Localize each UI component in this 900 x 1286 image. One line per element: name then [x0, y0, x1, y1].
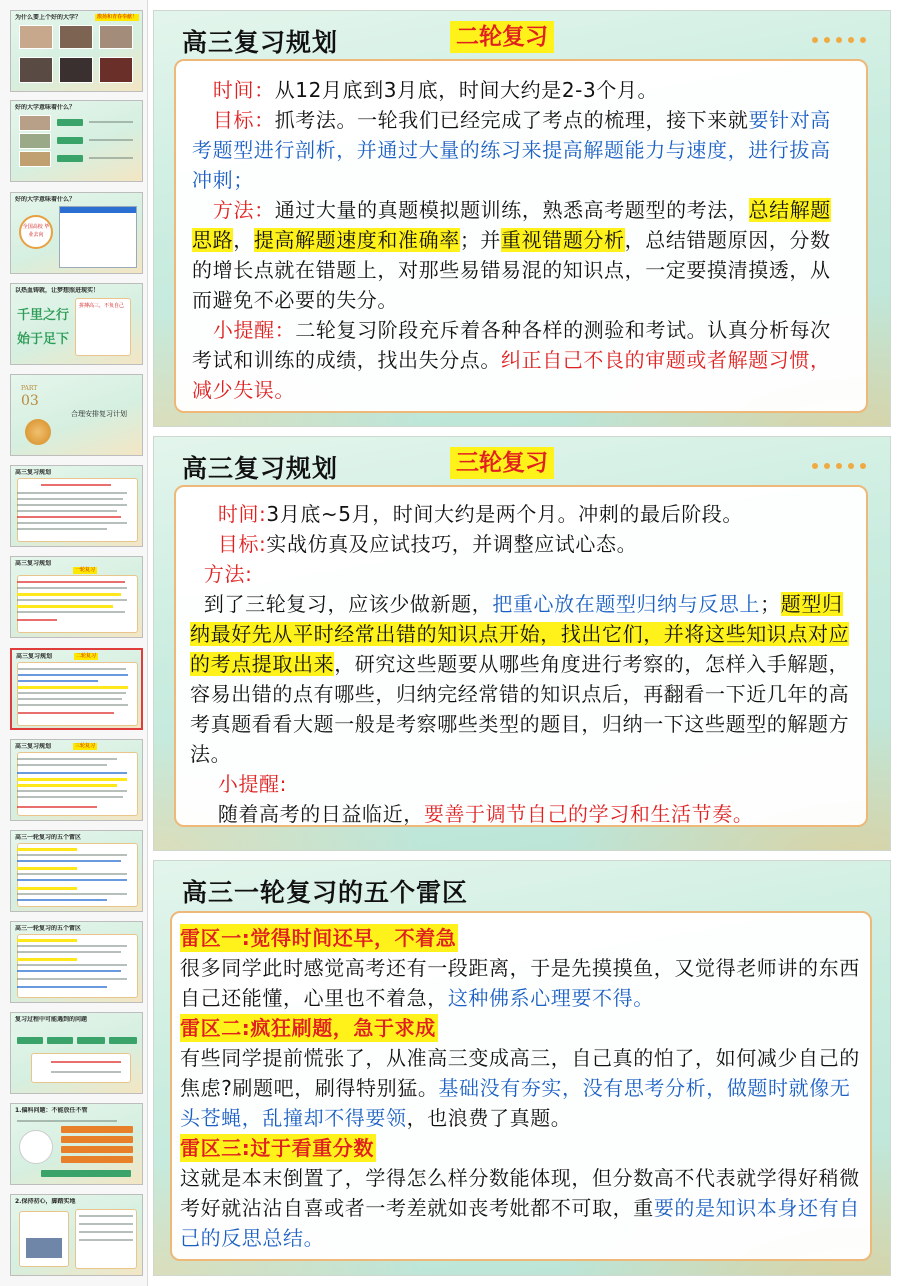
- tip-paragraph: [192, 315, 850, 405]
- text-line: [89, 139, 133, 141]
- time-text: 从12月底到3月底，时间大约是2-3个月。: [274, 78, 659, 102]
- thumbnail-5[interactable]: [10, 374, 143, 456]
- thumbnail-9[interactable]: [10, 739, 143, 821]
- method-blue: 把重心放在题型归纳与反思上: [492, 592, 761, 616]
- text-line: [17, 498, 123, 500]
- text-line: [17, 504, 127, 506]
- method-text: 通过大量的真题模拟题训练，熟悉高考题型的考法，: [274, 198, 749, 222]
- thumbnail-title: 2.保持初心，脚踏实地: [15, 1198, 76, 1205]
- text-line: [17, 867, 77, 870]
- text-line: [17, 510, 117, 512]
- thumb-label-bar: [61, 1146, 133, 1153]
- text-line: [17, 778, 127, 781]
- thumbnail-title: 好的大学意味着什么？: [15, 104, 76, 111]
- text-line: [17, 986, 107, 988]
- pitfall-2-paragraph: [180, 1043, 862, 1133]
- text-line: [17, 899, 107, 901]
- thumbnail-14[interactable]: [10, 1194, 143, 1276]
- text-line: [17, 951, 121, 953]
- text-line: [17, 611, 125, 613]
- method-separator: ，: [233, 228, 254, 252]
- text-line: [17, 873, 127, 875]
- thumb-panel: 拼搏高三，不负自己: [75, 298, 131, 356]
- goal-paragraph: [190, 529, 852, 559]
- text-line: [17, 796, 123, 798]
- thumb-label-bar: [57, 119, 83, 126]
- thumb-panel: [17, 843, 138, 907]
- thumb-part-number: 03: [21, 393, 39, 409]
- tip-label: 小提醒：: [212, 318, 296, 342]
- tip-highlight: 纠正自己不良的审题或者解题习惯，减少失误。: [192, 348, 831, 402]
- text-line: [17, 605, 113, 608]
- tip-paragraph: [190, 799, 852, 829]
- method-label: 方法：: [212, 198, 275, 222]
- goal-text: 抓考法。一轮我们已经完成了考点的梳理，接下来就: [274, 108, 749, 132]
- thumb-part-label: PART: [21, 385, 38, 392]
- text-line: [18, 698, 122, 700]
- text-line: [17, 764, 107, 766]
- text-line: [17, 939, 77, 942]
- method-separator: ；并: [459, 228, 502, 252]
- thumbnail-title: 高三复习规划: [15, 560, 52, 567]
- thumb-label-bar: [61, 1156, 133, 1163]
- text-line: [17, 945, 127, 947]
- tip-label-line: [190, 769, 852, 799]
- text-line: [17, 1120, 117, 1122]
- thumbnail-12[interactable]: [10, 1012, 143, 1094]
- thumbnail-7[interactable]: [10, 556, 143, 638]
- thumb-label-bar: [57, 137, 83, 144]
- text-line: [89, 121, 133, 123]
- text-line: [17, 593, 121, 596]
- method-highlight: 题型归纳最好先从平时经常出错的知识点开始，找出它们，并将这些知识点对应的考点提取出来: [190, 592, 850, 676]
- text-line: [17, 581, 125, 583]
- goal-label: 目标:: [217, 532, 267, 556]
- photo-image: [99, 57, 133, 83]
- thumbnail-4[interactable]: [10, 283, 143, 365]
- photo-image: [99, 25, 133, 49]
- tip-text: 二轮复习阶段充斥着各种各样的测验和考试。认真分析每次考试和训练的成绩，找出失分点。: [192, 318, 831, 372]
- table-header: [60, 207, 136, 213]
- method-paragraph: [190, 589, 852, 769]
- text-line: [17, 887, 77, 890]
- time-text: 3月底~5月，时间大约是两个月。冲刺的最后阶段。: [266, 502, 743, 526]
- goal-paragraph: [192, 105, 850, 195]
- tip-label: 小提醒:: [217, 772, 287, 796]
- thumb-label-bar: [41, 1170, 131, 1177]
- slide-title: 高三复习规划: [182, 28, 339, 57]
- slide-five-pitfalls[interactable]: [153, 860, 891, 1276]
- pitfall-1-text: 很多同学此时感觉高考还有一段距离，于是先摸摸鱼，又觉得老师讲的东西自己还能懂，心里也不着急，: [180, 956, 860, 1010]
- text-line: [17, 806, 97, 808]
- thumbnail-title: 高三复习规划: [16, 653, 53, 660]
- text-line: [17, 492, 127, 494]
- pitfall-1-highlight: 这种佛系心理要不得。: [447, 986, 654, 1010]
- text-line: [17, 893, 127, 895]
- thumbnail-title: 好的大学意味着什么？: [15, 196, 76, 203]
- decorative-dots-icon: [812, 37, 866, 43]
- text-line: [17, 970, 121, 972]
- method-highlight-3: 重视错题分析: [501, 228, 625, 252]
- thumb-big-text: 千里之行: [17, 308, 70, 323]
- text-line: [17, 784, 117, 787]
- photo-image: [59, 57, 93, 83]
- text-line: [17, 958, 77, 961]
- thumb-big-text: 始于足下: [17, 332, 70, 347]
- tip-highlight: 要善于调节自己的学习和生活节奏。: [423, 802, 754, 826]
- photo-image: [25, 1237, 63, 1259]
- text-line: [17, 978, 127, 980]
- goal-text: 实战仿真及应试技巧，并调整应试心态。: [266, 532, 638, 556]
- text-line: [17, 964, 127, 966]
- thumb-section-title: 合理安排复习计划: [71, 410, 127, 418]
- content-panel: [174, 485, 868, 827]
- text-line: [17, 854, 127, 856]
- method-label: 方法:: [203, 562, 253, 586]
- thumbnail-13[interactable]: [10, 1103, 143, 1185]
- content-panel: [174, 59, 868, 413]
- round-tag: 二轮复习: [450, 21, 554, 53]
- text-line: [51, 1071, 121, 1073]
- pitfall-1-label: 雷区一:觉得时间还早，不着急: [180, 926, 457, 950]
- text-line: [18, 680, 98, 682]
- text-line: [79, 1239, 133, 1241]
- slide-title: 高三复习规划: [182, 454, 339, 483]
- pitfall-3-text: 这就是本末倒置了，学得怎么样分数能体现，但分数高不代表就学得好稍微考好就沾沾自喜或者一考差就如丧考妣都不可取，重: [180, 1166, 860, 1220]
- thumbnail-title: 复习过程中可能遇到的问题: [15, 1016, 88, 1023]
- thumbnail-1[interactable]: [10, 10, 143, 92]
- panel-body: [190, 499, 852, 829]
- thumbnail-badge: 一轮复习: [75, 567, 96, 573]
- decorative-dots-icon: [812, 463, 866, 469]
- method-highlight-1: 总结解题思路: [192, 198, 831, 252]
- thumbnail-title: 高三复习规划: [15, 743, 52, 750]
- thumb-panel: [31, 1053, 131, 1083]
- text-line: [17, 516, 121, 518]
- text-line: [17, 758, 117, 760]
- time-label: 时间：: [212, 78, 275, 102]
- thumb-label-bar: [17, 1037, 43, 1044]
- pitfall-2-rest: ，也浪费了真题。: [406, 1106, 572, 1130]
- thumbnail-11[interactable]: [10, 921, 143, 1003]
- text-line: [18, 674, 128, 676]
- slide-thumbnail-strip[interactable]: [0, 0, 148, 1286]
- text-line: [79, 1231, 133, 1233]
- thumbnail-3[interactable]: [10, 192, 143, 274]
- text-line: [18, 686, 128, 689]
- text-line: [17, 599, 127, 601]
- pitfall-3-paragraph: [180, 1163, 862, 1253]
- photo-image: [59, 25, 93, 49]
- text-line: [18, 712, 114, 714]
- method-label-line: [190, 559, 852, 589]
- time-label: 时间:: [217, 502, 267, 526]
- thumb-label-bar: [109, 1037, 137, 1044]
- content-panel: [170, 911, 872, 1261]
- time-paragraph: [192, 75, 850, 105]
- pitfall-1-paragraph: [180, 953, 862, 1013]
- text-line: [17, 587, 127, 589]
- thumb-label-bar: [77, 1037, 105, 1044]
- thumbnail-title: 高三一轮复习的五个雷区: [15, 925, 82, 932]
- thumb-panel: [17, 575, 138, 633]
- text-line: [79, 1215, 133, 1217]
- photo-image: [19, 25, 53, 49]
- goal-label: 目标：: [212, 108, 275, 132]
- text-line: [17, 522, 127, 524]
- method-separator: ；: [760, 592, 781, 616]
- thumb-label-bar: [61, 1136, 133, 1143]
- text-line: [17, 619, 57, 621]
- method-text: 到了三轮复习，应该少做新题，: [203, 592, 493, 616]
- pitfall-3-label: 雷区三:过于看重分数: [180, 1136, 374, 1160]
- thumbnail-badge: 激扬和青春奉献！: [97, 14, 138, 20]
- text-line: [17, 860, 121, 862]
- time-paragraph: [190, 499, 852, 529]
- text-line: [17, 528, 107, 530]
- thumb-panel: [17, 662, 138, 726]
- thumb-label-bar: [57, 155, 83, 162]
- thumb-label-bar: [61, 1126, 133, 1133]
- panel-body: [180, 923, 862, 1253]
- text-line: [41, 484, 111, 486]
- method-rest: ，研究这些题要从哪些角度进行考察的，怎样入手解题，容易出错的点有哪些，归纳完经常错的知识点后，再翻看一下近几年的高考真题看看大题一般是考察哪些类型的题目，归纳一下这些题型的解题方法。: [190, 652, 850, 766]
- pitfall-2-highlight: 基础没有夯实，没有思考分析，做题时就像无头苍蝇，乱撞却不得要领: [180, 1076, 851, 1130]
- thumbnail-title: 1.偏科问题：不能放任不管: [15, 1107, 88, 1114]
- pitfall-3-highlight: 要的是知识本身还有自己的反思总结。: [180, 1196, 860, 1250]
- slide-title: 高三一轮复习的五个雷区: [182, 878, 469, 907]
- photo-image: [19, 57, 53, 83]
- thumb-label-bar: [47, 1037, 73, 1044]
- text-line: [79, 1223, 133, 1225]
- thumbnail-10[interactable]: [10, 830, 143, 912]
- text-line: [17, 879, 127, 881]
- tip-text: 随着高考的日益临近，: [217, 802, 424, 826]
- thumbnail-6[interactable]: [10, 465, 143, 547]
- method-paragraph: [192, 195, 850, 315]
- thumbnail-title: 以热血铸就，让梦想照进现实！: [15, 287, 100, 294]
- photo-image: [19, 151, 51, 167]
- thumbnail-2[interactable]: [10, 100, 143, 182]
- flower-icon: [25, 419, 51, 445]
- text-line: [17, 772, 127, 774]
- thumbnail-badge: 三轮复习: [75, 743, 96, 749]
- thumbnail-title: 为什么要上个好的大学？: [15, 14, 82, 21]
- thumb-table: [59, 206, 137, 268]
- text-line: [18, 692, 126, 694]
- thumbnail-8[interactable]: [10, 648, 143, 730]
- method-rest: ，总结错题原因，分数的增长点就在错题上，对那些易错易混的知识点，一定要摸清摸透，从而避免不必要的失分。: [192, 228, 831, 312]
- thumb-circle: [19, 1130, 53, 1164]
- pitfall-2-text: 有些同学提前慌张了，从准高三变成高三，自己真的怕了，如何减少自己的焦虑?刷题吧，刷得特别猛。: [180, 1046, 860, 1100]
- slide-second-round[interactable]: [153, 10, 891, 427]
- round-tag: 三轮复习: [450, 447, 554, 479]
- text-line: [18, 668, 126, 670]
- method-highlight-2: 提高解题速度和准确率: [253, 228, 460, 252]
- text-line: [89, 157, 133, 159]
- text-line: [18, 704, 128, 706]
- thumb-panel: [17, 934, 138, 998]
- thumb-seal-badge: 全国高校 毕业去向: [19, 215, 53, 249]
- text-line: [17, 848, 77, 851]
- pitfall-2-label: 雷区二:疯狂刷题，急于求成: [180, 1016, 436, 1040]
- thumbnail-title: 高三复习规划: [15, 469, 52, 476]
- photo-image: [19, 133, 51, 149]
- slide-third-round[interactable]: [153, 436, 891, 851]
- photo-image: [19, 115, 51, 131]
- panel-body: [192, 75, 850, 405]
- text-line: [51, 1061, 121, 1063]
- text-line: [17, 790, 127, 792]
- thumbnail-badge: 二轮复习: [76, 653, 97, 659]
- thumbnail-title: 高三一轮复习的五个雷区: [15, 834, 82, 841]
- goal-highlight: 要针对高考题型进行剖析，并通过大量的练习来提高解题能力与速度，进行拔高冲刺；: [192, 108, 831, 192]
